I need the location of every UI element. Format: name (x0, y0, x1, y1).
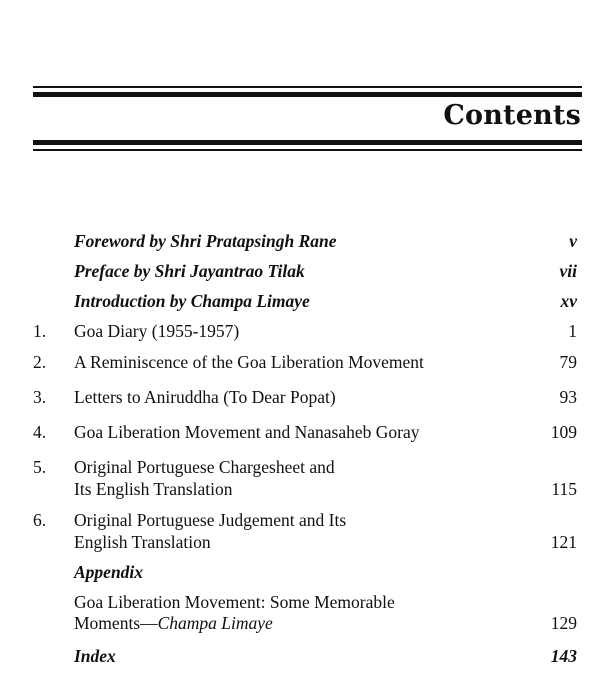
entry-title: A Reminiscence of the Goa Liberation Movement (74, 352, 424, 372)
appendix-heading: Appendix (74, 562, 144, 582)
header-rule-thick-top (33, 92, 582, 97)
entry-title: Goa Diary (1955-1957) (74, 321, 240, 341)
appendix-title-plain: Moments— (74, 613, 158, 633)
entry-title-line-2: Its English Translation (74, 479, 233, 499)
appendix-author: Champa Limaye (157, 613, 273, 633)
page-title: Contents (443, 100, 581, 131)
entry-title-line-2: English Translation (74, 532, 211, 552)
entry-page: 93 (559, 387, 577, 407)
entry-page: v (569, 231, 577, 251)
entry-number: 5. (33, 457, 47, 477)
entry-title-line-1: Original Portuguese Chargesheet and (74, 457, 335, 477)
entry-page: 121 (550, 532, 577, 552)
entry-title: Index (74, 646, 116, 666)
entry-title-line-1: Original Portuguese Judgement and Its (74, 510, 347, 530)
entry-title: Letters to Aniruddha (To Dear Popat) (74, 387, 336, 407)
entry-page: 143 (550, 646, 577, 666)
entry-number: 4. (33, 422, 47, 442)
entry-number: 3. (33, 387, 47, 407)
header-rule-thin-bottom (33, 149, 582, 151)
entry-number: 1. (33, 321, 47, 341)
entry-page: 79 (559, 352, 577, 372)
entry-title: Introduction by Champa Limaye (74, 291, 310, 311)
entry-title-line-1: Goa Liberation Movement: Some Memorable (74, 592, 395, 612)
entry-number: 6. (33, 510, 47, 530)
entry-page: 115 (551, 479, 577, 499)
entry-title: Goa Liberation Movement and Nanasaheb Goray (74, 422, 420, 442)
entry-page: 109 (550, 422, 577, 442)
entry-number: 2. (33, 352, 47, 372)
entry-page: 129 (550, 613, 577, 633)
entry-title-line-2 (74, 612, 504, 635)
header-rule-thin-top (33, 86, 582, 88)
entry-title: Foreword by Shri Pratapsingh Rane (74, 231, 337, 251)
entry-title: Preface by Shri Jayantrao Tilak (74, 261, 305, 281)
entry-page: 1 (568, 321, 577, 341)
header-rule-thick-bottom (33, 140, 582, 145)
entry-page: vii (559, 261, 577, 281)
entry-page: xv (560, 291, 577, 311)
